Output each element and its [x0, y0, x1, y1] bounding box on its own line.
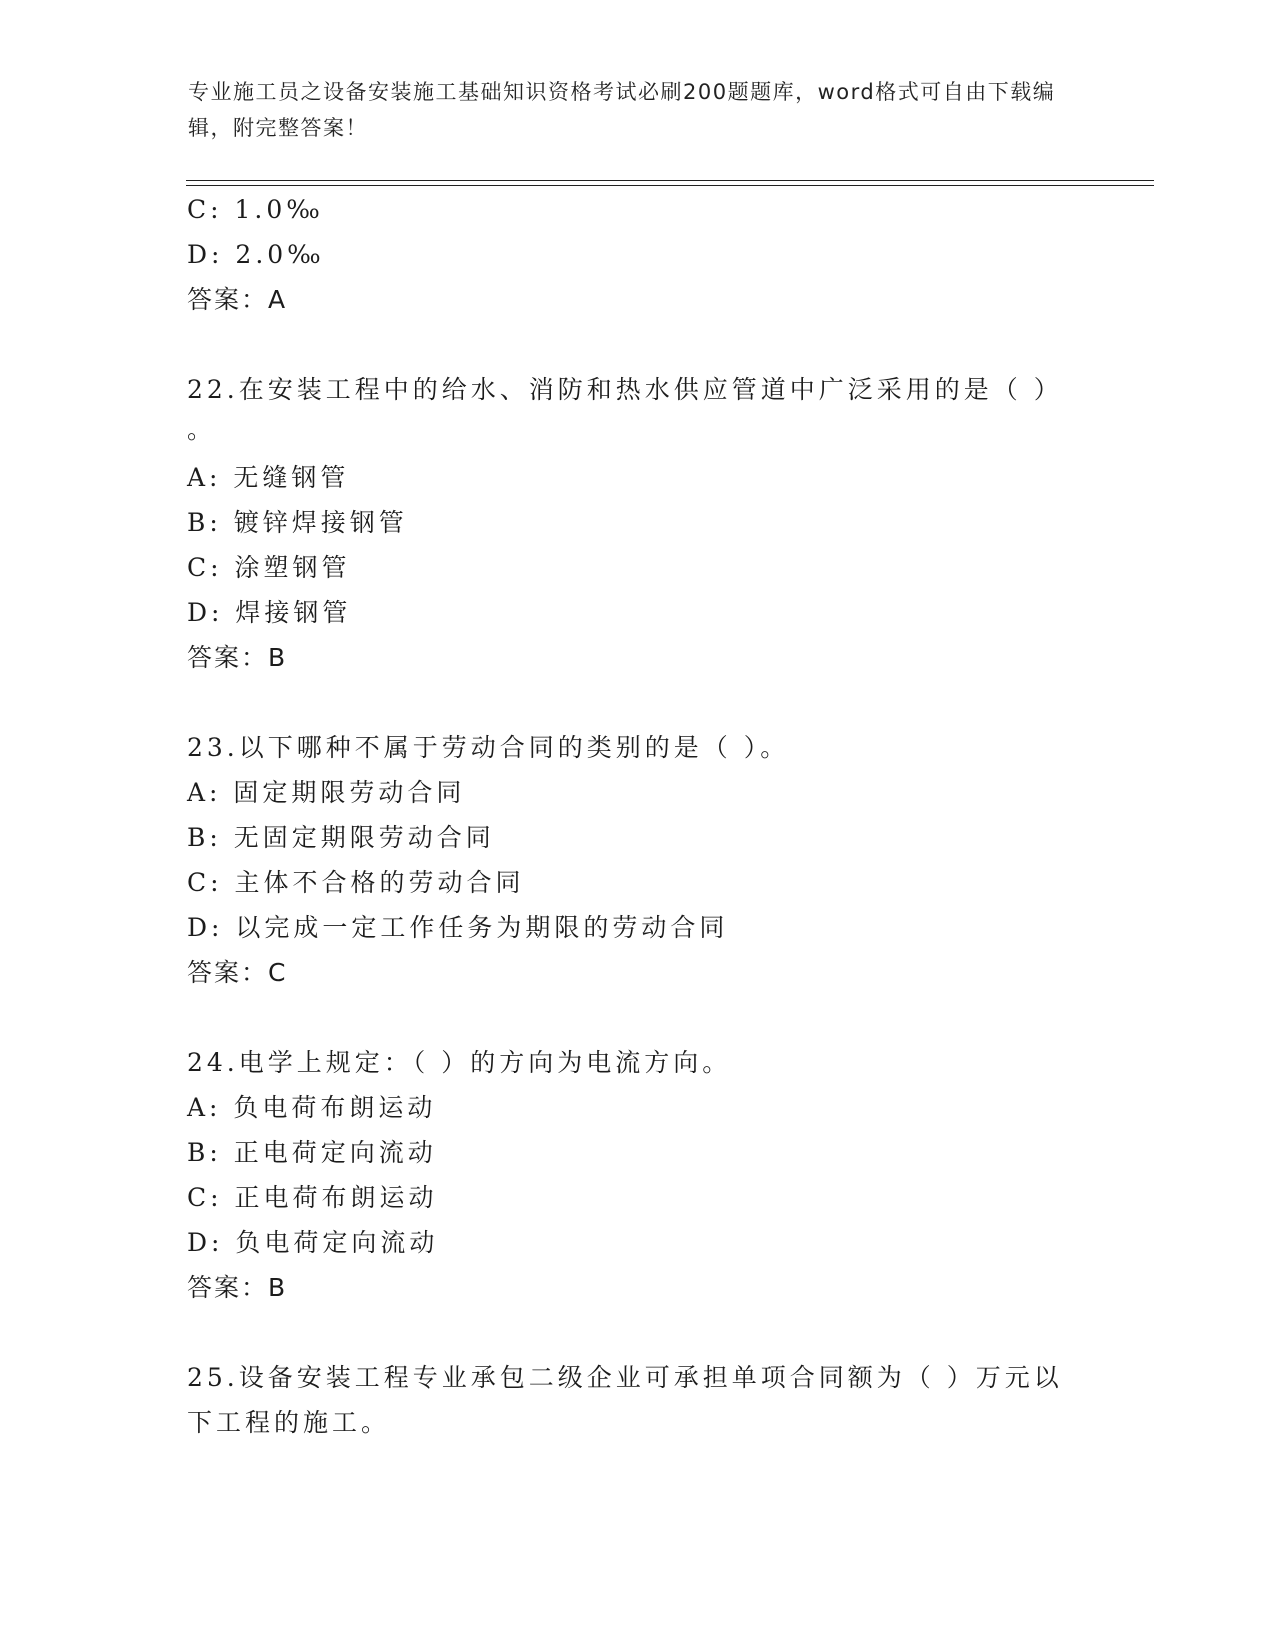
header-divider-top [186, 180, 1154, 181]
option-d: D: 以完成一定工作任务为期限的劳动合同 [187, 913, 729, 942]
option-c: C: 涂塑钢管 [187, 553, 351, 582]
question-stem: 23.以下哪种不属于劳动合同的类别的是（ ）。 [187, 733, 790, 762]
option-b: B: 镀锌焊接钢管 [187, 508, 408, 537]
option-a: A: 负电荷布朗运动 [187, 1093, 437, 1122]
question-stem-continuation: 。 [187, 415, 217, 444]
document-header: 专业施工员之设备安装施工基础知识资格考试必刷200题题库，word格式可自由下载编辑，附完整答案！ [188, 80, 1056, 140]
header-divider-bottom [186, 185, 1154, 186]
option-b: B: 无固定期限劳动合同 [187, 823, 495, 852]
answer-line: 答案：C [187, 958, 288, 987]
question-stem: 25.设备安装工程专业承包二级企业可承担单项合同额为（ ）万元以 [187, 1363, 1063, 1392]
option-c: C: 1.0‰ [187, 195, 324, 224]
option-c: C: 主体不合格的劳动合同 [187, 868, 525, 897]
option-d: D: 2.0‰ [187, 240, 325, 269]
option-c: C: 正电荷布朗运动 [187, 1183, 438, 1212]
option-d: D: 负电荷定向流动 [187, 1228, 439, 1257]
answer-line: 答案：B [187, 1273, 288, 1302]
option-b: B: 正电荷定向流动 [187, 1138, 437, 1167]
option-d: D: 焊接钢管 [187, 598, 352, 627]
question-stem: 24.电学上规定：（ ）的方向为电流方向。 [187, 1048, 732, 1077]
question-stem-continuation: 下工程的施工。 [187, 1408, 391, 1437]
option-a: A: 无缝钢管 [187, 463, 350, 492]
answer-line: 答案：A [187, 285, 288, 314]
question-stem: 22.在安装工程中的给水、消防和热水供应管道中广泛采用的是（ ） [187, 375, 1063, 404]
answer-line: 答案：B [187, 643, 288, 672]
option-a: A: 固定期限劳动合同 [187, 778, 466, 807]
